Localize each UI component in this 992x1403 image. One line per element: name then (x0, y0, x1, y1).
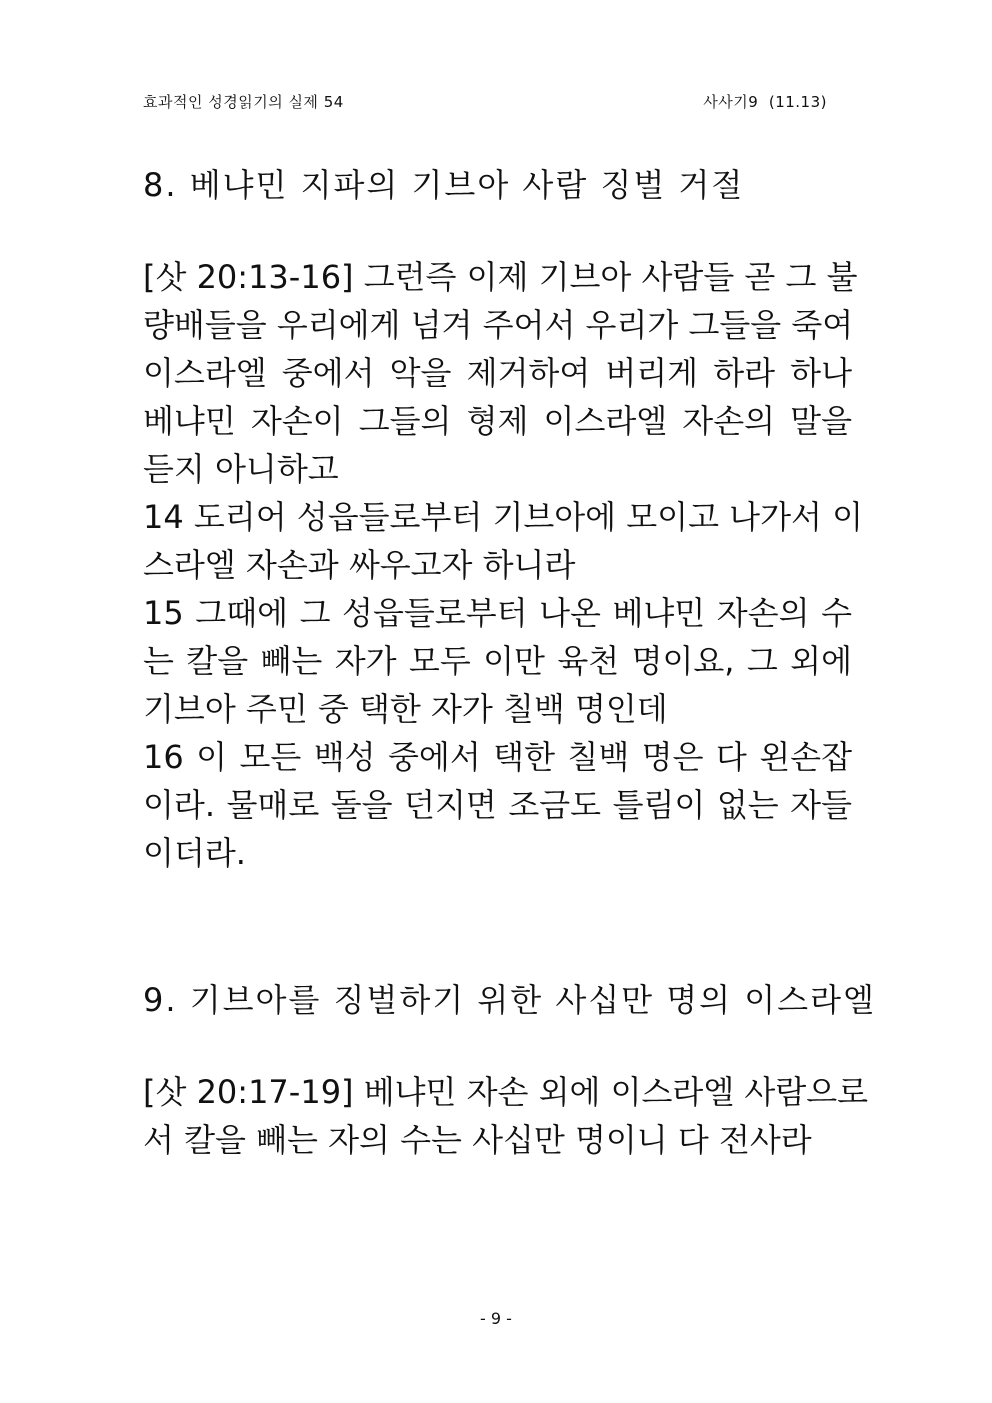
passage-line: 기브아 주민 중 택한 자가 칠백 명인데 (143, 690, 668, 728)
passage-line: 15 그때에 그 성읍들로부터 나온 베냐민 자손의 수 (143, 594, 852, 632)
passage-line: 14 도리어 성읍들로부터 기브아에 모이고 나가서 이 (143, 498, 863, 536)
passage-line: 서 칼을 빼는 자의 수는 사십만 명이니 다 전사라 (143, 1121, 812, 1159)
passage-line: [삿 20:13-16] 그런즉 이제 기브아 사람들 곧 그 불 (143, 258, 858, 296)
page-header-right: 사사기9 (11.13) (703, 93, 827, 111)
page-header-left: 효과적인 성경읽기의 실제 54 (143, 93, 344, 111)
passage-line: 이더라. (143, 834, 246, 872)
passage-line: 이스라엘 중에서 악을 제거하여 버리게 하라 하나 (143, 354, 852, 392)
passage-line: 듣지 아니하고 (143, 450, 339, 488)
passage-line: 16 이 모든 백성 중에서 택한 칠백 명은 다 왼손잡 (143, 738, 852, 776)
passage-line: 량배들을 우리에게 넘겨 주어서 우리가 그들을 죽여 (143, 306, 854, 344)
passage-line: 베냐민 자손이 그들의 형제 이스라엘 자손의 말을 (143, 402, 852, 440)
section-title: 9. 기브아를 징벌하기 위한 사십만 명의 이스라엘 (143, 981, 876, 1019)
passage-line: 는 칼을 빼는 자가 모두 이만 육천 명이요, 그 외에 (143, 642, 852, 680)
passage-line: 스라엘 자손과 싸우고자 하니라 (143, 546, 576, 584)
section-title: 8. 베냐민 지파의 기브아 사람 징벌 거절 (143, 166, 745, 204)
scripture-passage (143, 253, 863, 877)
scripture-passage (143, 1068, 869, 1164)
passage-line: [삿 20:17-19] 베냐민 자손 외에 이스라엘 사람으로 (143, 1073, 869, 1111)
page-number: - 9 - (480, 1309, 512, 1328)
passage-line: 이라. 물매로 돌을 던지면 조금도 틀림이 없는 자들 (143, 786, 852, 824)
